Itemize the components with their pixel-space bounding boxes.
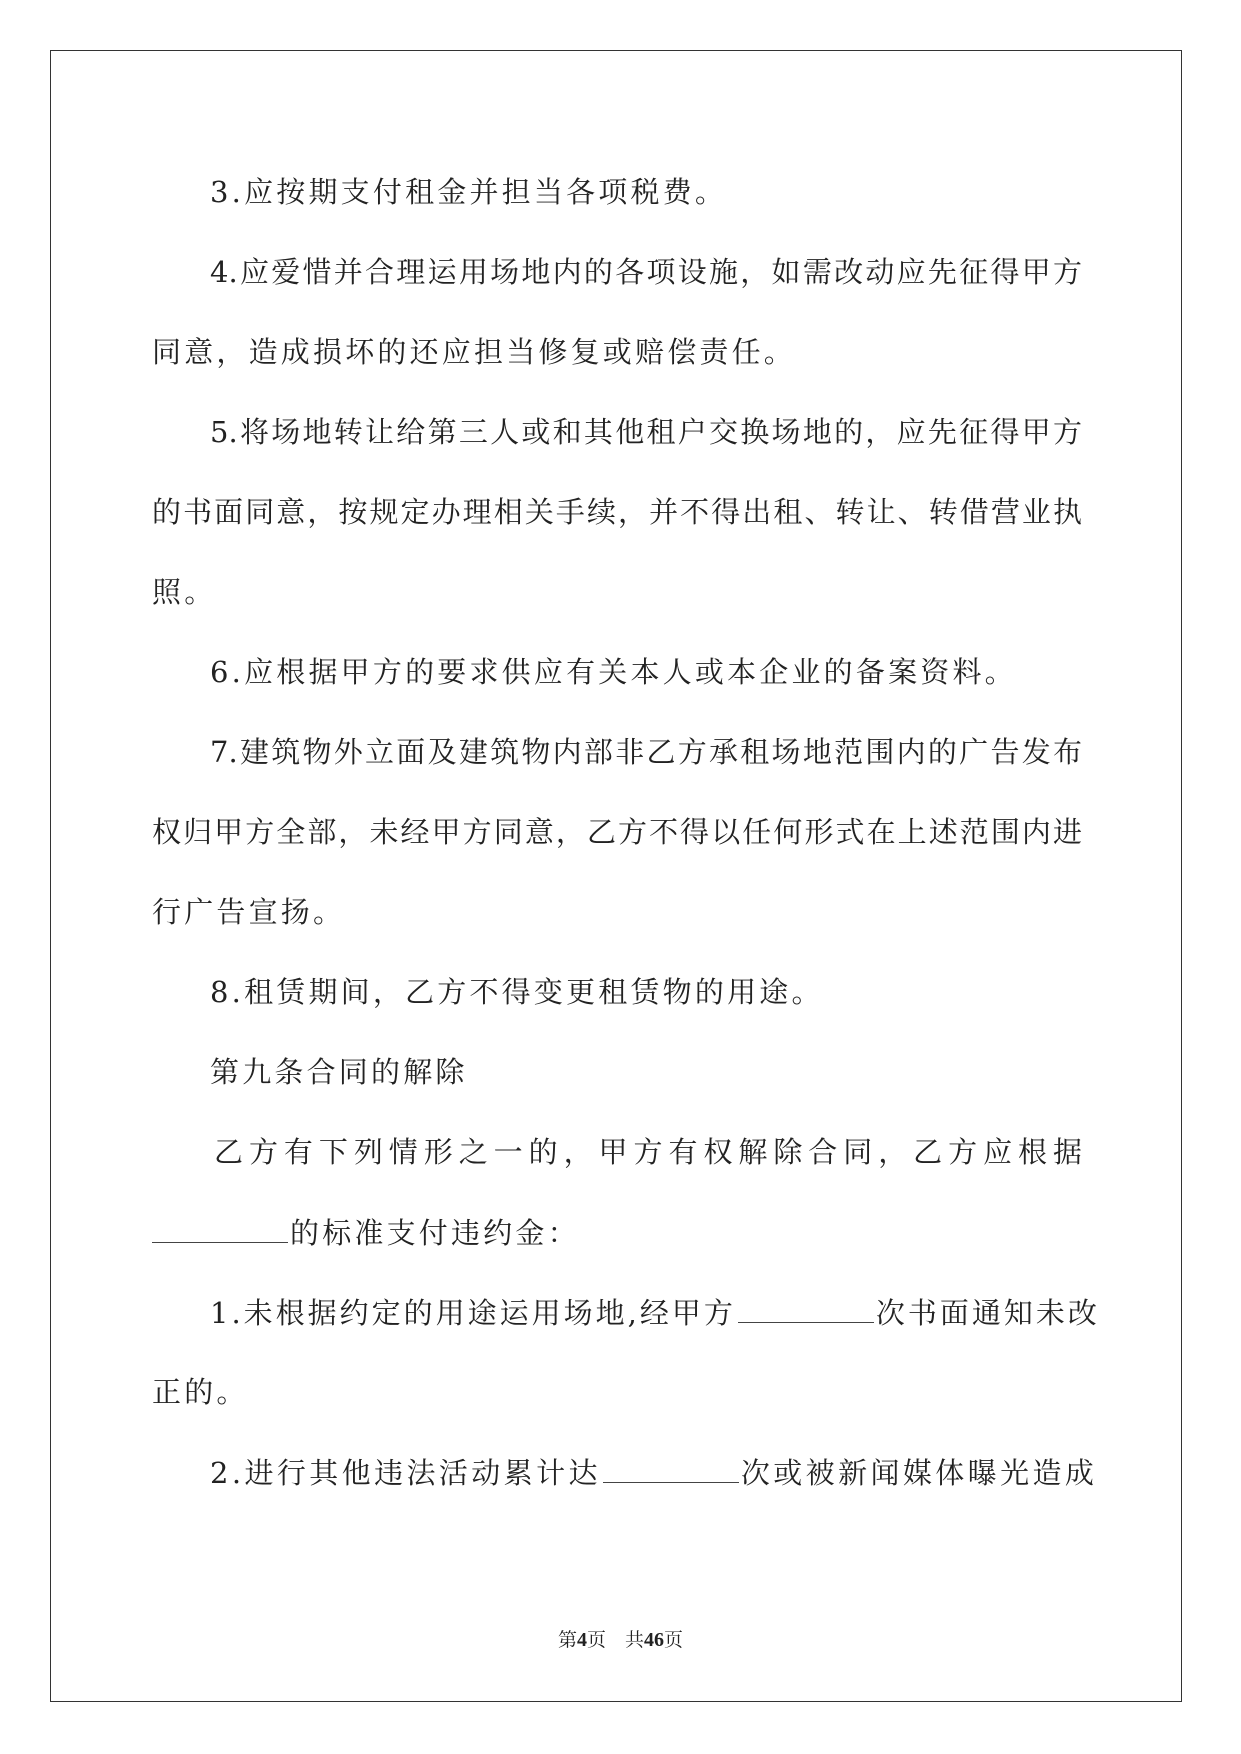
- termination-1-line-1: [210, 1292, 1100, 1333]
- line-text: 次或被新闻媒体曝光造成: [740, 1456, 1098, 1490]
- termination-1-line-2: 正的。: [152, 1375, 249, 1409]
- clause-5-line-1: 5.将场地转让给第三人或和其他租户交换场地的，应先征得甲方: [210, 415, 1082, 449]
- current-page-number: 4: [576, 1629, 587, 1651]
- footer-prefix: 第: [557, 1629, 577, 1651]
- clause-4-line-1: 4.应爱惜并合理运用场地内的各项设施，如需改动应先征得甲方: [210, 255, 1082, 289]
- blank-underline: [152, 1212, 288, 1243]
- clause-7-line-1: 7.建筑物外立面及建筑物内部非乙方承租场地范围内的广告发布: [210, 735, 1082, 769]
- clause-4-line-2: 同意，造成损坏的还应担当修复或赔偿责任。: [152, 335, 797, 369]
- line-text: 2.进行其他违法活动累计达: [210, 1456, 601, 1490]
- line-text: 次书面通知未改: [875, 1296, 1100, 1330]
- page-footer: [0, 1625, 1241, 1652]
- clause-5-line-2: 的书面同意，按规定办理相关手续，并不得出租、转让、转借营业执: [152, 495, 1082, 529]
- total-page-number: 46: [644, 1629, 664, 1651]
- blank-underline: [603, 1452, 739, 1483]
- line-text: 1.未根据约定的用途运用场地,经甲方: [210, 1296, 736, 1330]
- clause-8: 8.租赁期间，乙方不得变更租赁物的用途。: [210, 975, 824, 1009]
- blank-underline: [738, 1292, 874, 1323]
- article-9-heading: 第九条合同的解除: [210, 1055, 468, 1089]
- article-9-intro-line-1: 乙方有下列情形之一的，甲方有权解除合同，乙方应根据: [214, 1135, 1082, 1169]
- footer-middle: 页 共: [586, 1629, 644, 1651]
- line-text: 的标准支付违约金：: [290, 1216, 580, 1250]
- article-9-intro-line-2: [152, 1212, 1082, 1253]
- clause-3: 3.应按期支付租金并担当各项税费。: [210, 175, 728, 209]
- termination-2-line-1: [210, 1452, 1097, 1493]
- clause-7-line-3: 行广告宣扬。: [152, 895, 346, 929]
- clause-7-line-2: 权归甲方全部，未经甲方同意，乙方不得以任何形式在上述范围内进: [152, 815, 1082, 849]
- clause-5-line-3: 照。: [152, 575, 217, 609]
- footer-suffix: 页: [664, 1629, 684, 1651]
- clause-6: 6.应根据甲方的要求供应有关本人或本企业的备案资料。: [210, 655, 1017, 689]
